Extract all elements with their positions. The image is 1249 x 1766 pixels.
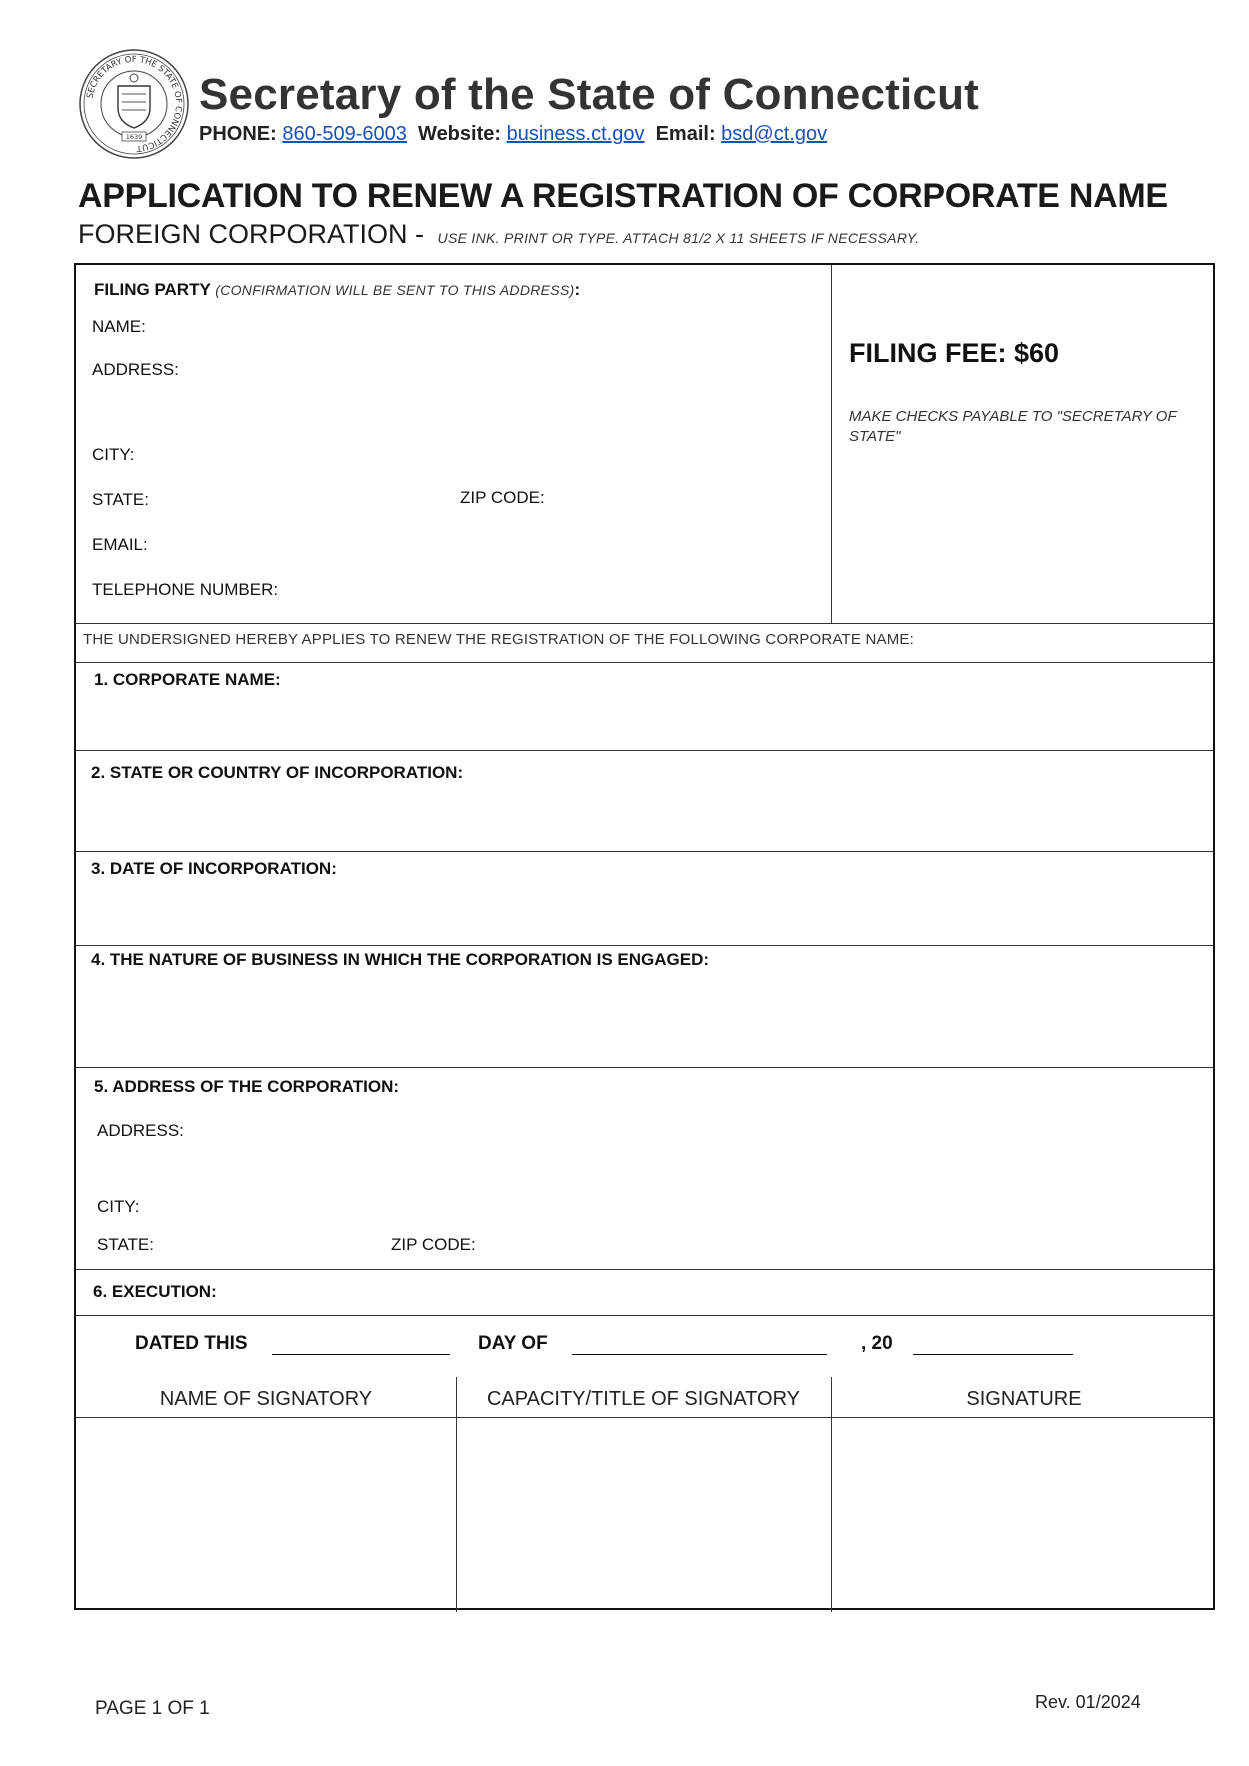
seal-year: 1639	[125, 133, 143, 141]
filing-zip-label: ZIP CODE:	[460, 488, 545, 507]
filing-address-label: ADDRESS:	[92, 360, 179, 379]
col-capacity-title: CAPACITY/TITLE OF SIGNATORY	[486, 1388, 801, 1410]
form-subtitle	[78, 219, 919, 250]
intro-text: THE UNDERSIGNED HEREBY APPLIES TO RENEW THE REGISTRATION OF THE FOLLOWING CORPORATE NAME:	[83, 631, 914, 648]
dated-day-blank[interactable]	[272, 1354, 450, 1355]
divider	[76, 662, 1213, 663]
seal-text: SECRETARY OF THE STATE OF CONNECTICUT	[85, 54, 184, 153]
signatory-title-field[interactable]	[457, 1418, 831, 1608]
signatory-name-field[interactable]	[76, 1418, 456, 1608]
divider	[76, 1067, 1213, 1068]
section-1-label: 1. CORPORATE NAME:	[94, 670, 281, 689]
divider	[76, 1269, 1213, 1270]
website-label: Website:	[418, 123, 502, 145]
filing-party-note: (CONFIRMATION WILL BE SENT TO THIS ADDRESS)	[215, 282, 575, 298]
filing-state-label: STATE:	[92, 490, 149, 509]
filing-email-label: EMAIL:	[92, 535, 148, 554]
corp-state-label: STATE:	[97, 1235, 154, 1254]
section-6-label: 6. EXECUTION:	[93, 1282, 217, 1301]
filing-party-heading: FILING PARTY (CONFIRMATION WILL BE SENT TO THIS ADDRESS):	[94, 280, 581, 299]
filing-telephone-label: TELEPHONE NUMBER:	[92, 580, 279, 599]
filing-fee: FILING FEE: $60	[849, 338, 1060, 368]
year-prefix-label: , 20	[861, 1333, 893, 1354]
divider	[76, 750, 1213, 751]
org-title: Secretary of the State of Connecticut	[199, 70, 979, 119]
divider	[76, 623, 1213, 624]
email-label: Email:	[655, 123, 716, 145]
year-blank[interactable]	[913, 1354, 1073, 1355]
day-of-label: DAY OF	[478, 1333, 548, 1354]
divider	[76, 945, 1213, 946]
corp-city-label: CITY:	[97, 1197, 140, 1216]
filing-name-label: NAME:	[92, 317, 146, 336]
corp-address-label: ADDRESS:	[97, 1121, 184, 1140]
revision-date: Rev. 01/2024	[1035, 1692, 1141, 1712]
corp-zip-label: ZIP CODE:	[391, 1235, 476, 1254]
state-seal-logo	[78, 48, 190, 160]
form-box	[74, 263, 1215, 1610]
page-number: PAGE 1 OF 1	[95, 1698, 210, 1719]
subtitle-note: USE INK. PRINT OR TYPE. ATTACH 81/2 X 11 SHEETS IF NECESSARY.	[437, 230, 920, 246]
phone-link[interactable]: 860-509-6003	[282, 123, 407, 145]
divider	[831, 265, 832, 623]
section-3-label: 3. DATE OF INCORPORATION:	[91, 859, 337, 878]
signature-field[interactable]	[832, 1418, 1215, 1608]
section-5-label: 5. ADDRESS OF THE CORPORATION:	[94, 1077, 400, 1096]
divider	[76, 851, 1213, 852]
phone-label: PHONE:	[199, 123, 277, 145]
section-4-label: 4. THE NATURE OF BUSINESS IN WHICH THE CORPORATION IS ENGAGED:	[91, 950, 710, 969]
email-link[interactable]: bsd@ct.gov	[721, 123, 828, 145]
divider	[76, 1315, 1213, 1316]
website-link[interactable]: business.ct.gov	[506, 123, 645, 145]
col-signature: SIGNATURE	[966, 1388, 1082, 1410]
dated-this-label: DATED THIS	[135, 1333, 248, 1354]
fee-note: MAKE CHECKS PAYABLE TO "SECRETARY OF STATE"	[849, 408, 1177, 445]
section-2-label: 2. STATE OR COUNTRY OF INCORPORATION:	[91, 763, 464, 782]
month-blank[interactable]	[572, 1354, 827, 1355]
form-title: APPLICATION TO RENEW A REGISTRATION OF CORPORATE NAME	[78, 177, 1168, 215]
filing-city-label: CITY:	[92, 445, 135, 464]
col-name-of-signatory: NAME OF SIGNATORY	[159, 1388, 373, 1410]
contact-line	[199, 123, 827, 146]
subtitle-text: FOREIGN CORPORATION -	[78, 219, 425, 249]
